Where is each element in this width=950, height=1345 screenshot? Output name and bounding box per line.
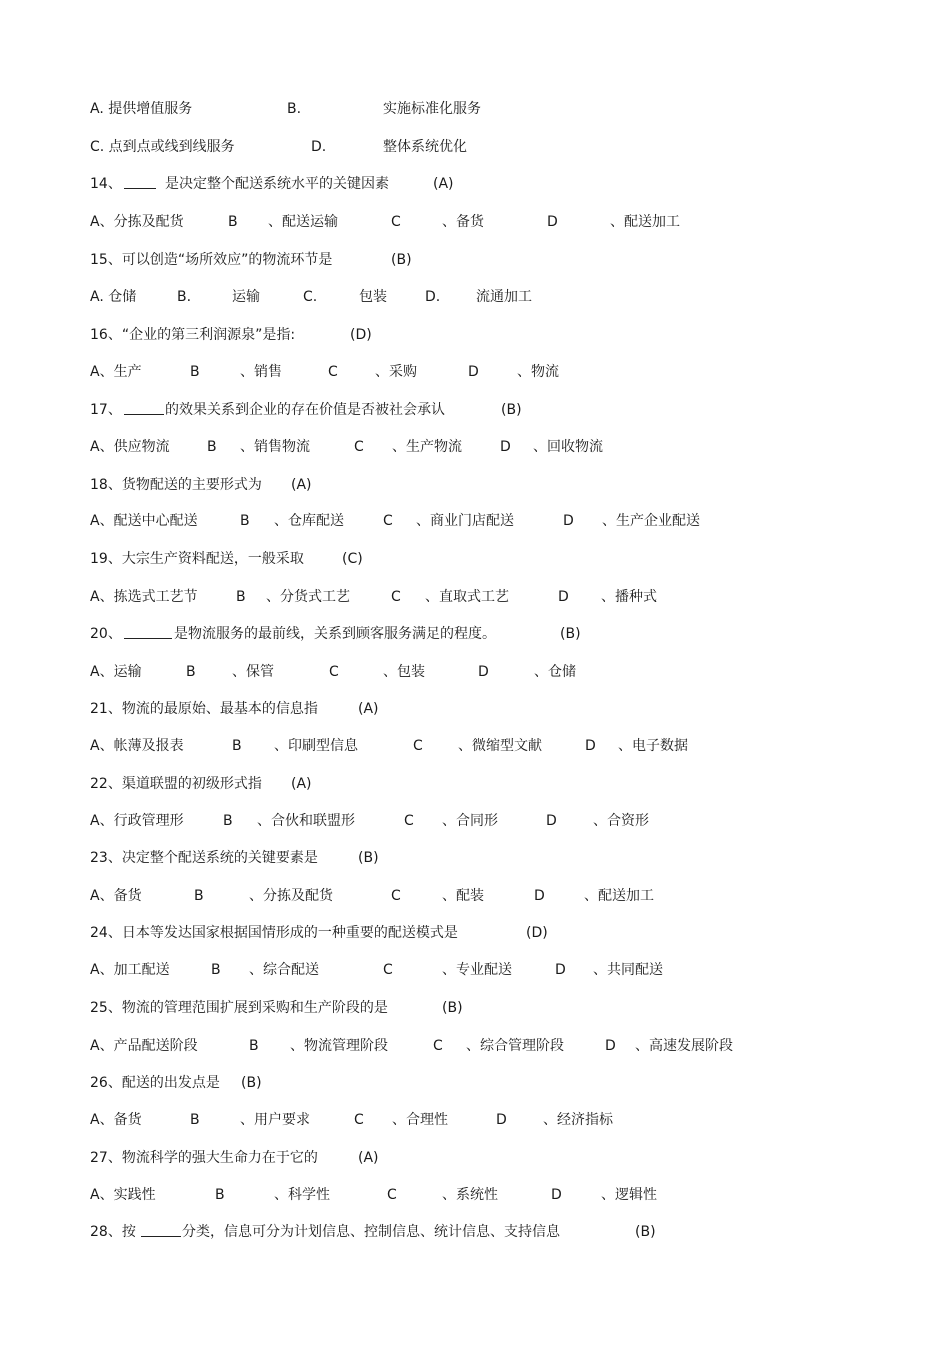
option-b-key: B xyxy=(211,962,221,978)
fill-blank xyxy=(124,400,164,415)
answer: (A) xyxy=(291,477,312,493)
option-b: 、分货式工艺 xyxy=(266,589,350,605)
option-c-key: C xyxy=(383,513,393,529)
q21-question xyxy=(0,699,950,719)
option-c-key: C xyxy=(354,439,364,455)
option-a: A、产品配送阶段 xyxy=(90,1038,198,1054)
answer: (B) xyxy=(501,402,522,418)
answer: (C) xyxy=(342,551,363,567)
question-stem: 23、决定整个配送系统的关键要素是 xyxy=(90,850,318,866)
q13-option-b-key: B. xyxy=(287,101,302,117)
question-stem: 21、物流的最原始、最基本的信息指 xyxy=(90,701,318,717)
option-c: 、备货 xyxy=(442,214,484,230)
option-d-key: D. xyxy=(425,289,441,305)
option-a: A、分拣及配货 xyxy=(90,214,184,230)
option-d-key: D xyxy=(563,513,574,529)
fill-blank xyxy=(124,624,172,639)
option-c: 、采购 xyxy=(375,364,417,380)
answer: (D) xyxy=(526,925,548,941)
question-number: 14、 xyxy=(90,176,122,192)
q13-option-d-key: D. xyxy=(311,139,327,155)
question-stem: 24、日本等发达国家根据国情形成的一种重要的配送模式是 xyxy=(90,925,458,941)
q20-options xyxy=(0,662,950,682)
option-b: 、仓库配送 xyxy=(274,513,344,529)
q19-question xyxy=(0,549,950,569)
option-b: 、配送运输 xyxy=(268,214,338,230)
option-c: 、生产物流 xyxy=(392,439,462,455)
option-a: A、生产 xyxy=(90,364,142,380)
option-d: 、合资形 xyxy=(593,813,649,829)
q15-question xyxy=(0,250,950,270)
question-stem: 25、物流的管理范围扩展到采购和生产阶段的是 xyxy=(90,1000,388,1016)
answer: (B) xyxy=(442,1000,463,1016)
option-c: 、直取式工艺 xyxy=(425,589,509,605)
option-b-key: B xyxy=(232,738,242,754)
option-b-key: B xyxy=(194,888,204,904)
question-number: 17、 xyxy=(90,402,122,418)
option-b-key: B xyxy=(186,664,196,680)
question-stem: 22、渠道联盟的初级形式指 xyxy=(90,776,262,792)
option-b: 、印刷型信息 xyxy=(274,738,358,754)
q13-options-row-2 xyxy=(0,137,950,157)
q23-question xyxy=(0,848,950,868)
q18-question xyxy=(0,475,950,495)
option-d-key: D xyxy=(558,589,569,605)
q25-options xyxy=(0,1036,950,1056)
option-d: 、经济指标 xyxy=(543,1112,613,1128)
option-b-key: B xyxy=(240,513,250,529)
option-a: A、加工配送 xyxy=(90,962,170,978)
option-a: A. 仓储 xyxy=(90,289,137,305)
option-d: 、高速发展阶段 xyxy=(635,1038,733,1054)
option-c: 、系统性 xyxy=(442,1187,498,1203)
option-b: 、销售物流 xyxy=(240,439,310,455)
option-c-key: C xyxy=(391,888,401,904)
question-stem: 19、大宗生产资料配送，一般采取 xyxy=(90,551,304,567)
option-d-key: D xyxy=(547,214,558,230)
option-b-key: B xyxy=(207,439,217,455)
q26-options xyxy=(0,1110,950,1130)
option-c-key: C xyxy=(329,664,339,680)
answer: (A) xyxy=(358,701,379,717)
q21-options xyxy=(0,736,950,756)
option-b: 、合伙和联盟形 xyxy=(257,813,355,829)
option-a: A、行政管理形 xyxy=(90,813,184,829)
option-c-key: C xyxy=(391,589,401,605)
option-d: 、回收物流 xyxy=(533,439,603,455)
option-b-key: B xyxy=(236,589,246,605)
option-b-key: B xyxy=(223,813,233,829)
option-b-key: B xyxy=(190,364,200,380)
option-c: 、专业配送 xyxy=(442,962,512,978)
option-d-key: D xyxy=(478,664,489,680)
answer: (A) xyxy=(433,176,454,192)
q13-option-c: C. 点到点或线到线服务 xyxy=(90,139,235,155)
q17-options xyxy=(0,437,950,457)
option-d-key: D xyxy=(551,1187,562,1203)
option-b-key: B. xyxy=(177,289,192,305)
option-c-key: C xyxy=(354,1112,364,1128)
option-b: 、保管 xyxy=(232,664,274,680)
q24-options xyxy=(0,960,950,980)
q24-question xyxy=(0,923,950,943)
q16-question xyxy=(0,325,950,345)
q27-question xyxy=(0,1148,950,1168)
answer: (B) xyxy=(391,252,412,268)
question-stem: 是物流服务的最前线，关系到顾客服务满足的程度。 xyxy=(174,626,496,642)
answer: (A) xyxy=(291,776,312,792)
q13-option-a: A. 提供增值服务 xyxy=(90,101,193,117)
question-stem: 15、可以创造“场所效应”的物流环节是 xyxy=(90,252,333,268)
answer: (D) xyxy=(350,327,372,343)
option-c-key: C xyxy=(328,364,338,380)
question-stem: 18、货物配送的主要形式为 xyxy=(90,477,262,493)
option-d-key: D xyxy=(546,813,557,829)
q19-options xyxy=(0,587,950,607)
q13-option-d: 整体系统优化 xyxy=(383,139,467,155)
option-d: 、配送加工 xyxy=(610,214,680,230)
option-d: 、配送加工 xyxy=(584,888,654,904)
option-d-key: D xyxy=(605,1038,616,1054)
option-b-key: B xyxy=(228,214,238,230)
option-c: 包装 xyxy=(359,289,387,305)
question-stem: 分类，信息可分为计划信息、控制信息、统计信息、支持信息 xyxy=(182,1224,560,1240)
question-prefix: 28、按 xyxy=(90,1224,136,1240)
option-c-key: C xyxy=(404,813,414,829)
question-stem: 是决定整个配送系统水平的关键因素 xyxy=(165,176,389,192)
option-d: 、播种式 xyxy=(601,589,657,605)
q14-question xyxy=(0,174,950,194)
question-stem: 27、物流科学的强大生命力在于它的 xyxy=(90,1150,318,1166)
option-b-key: B xyxy=(249,1038,259,1054)
answer: (B) xyxy=(358,850,379,866)
q20-question xyxy=(0,624,950,644)
answer: (B) xyxy=(241,1075,262,1091)
option-d: 、逻辑性 xyxy=(601,1187,657,1203)
option-d-key: D xyxy=(468,364,479,380)
q13-options-row-1 xyxy=(0,99,950,119)
option-d-key: D xyxy=(534,888,545,904)
option-c-key: C. xyxy=(303,289,318,305)
option-d: 流通加工 xyxy=(476,289,532,305)
option-d-key: D xyxy=(500,439,511,455)
q22-options xyxy=(0,811,950,831)
option-b: 、科学性 xyxy=(274,1187,330,1203)
question-stem: 16、“企业的第三利润源泉”是指: xyxy=(90,327,296,343)
q17-question xyxy=(0,400,950,420)
option-a: A、运输 xyxy=(90,664,142,680)
option-c: 、配装 xyxy=(442,888,484,904)
option-b-key: B xyxy=(215,1187,225,1203)
option-b: 、物流管理阶段 xyxy=(290,1038,388,1054)
question-stem: 26、配送的出发点是 xyxy=(90,1075,220,1091)
option-d: 、仓储 xyxy=(534,664,576,680)
q18-options xyxy=(0,511,950,531)
option-c: 、合同形 xyxy=(442,813,498,829)
option-a: A、备货 xyxy=(90,888,142,904)
option-c-key: C xyxy=(391,214,401,230)
fill-blank xyxy=(124,174,156,189)
option-b-key: B xyxy=(190,1112,200,1128)
option-b: 、综合配送 xyxy=(249,962,319,978)
q22-question xyxy=(0,774,950,794)
option-a: A、拣选式工艺节 xyxy=(90,589,198,605)
option-c-key: C xyxy=(413,738,423,754)
option-c: 、综合管理阶段 xyxy=(466,1038,564,1054)
q26-question xyxy=(0,1073,950,1093)
option-d: 、电子数据 xyxy=(618,738,688,754)
option-c-key: C xyxy=(433,1038,443,1054)
q27-options xyxy=(0,1185,950,1205)
answer: (B) xyxy=(560,626,581,642)
answer: (B) xyxy=(635,1224,656,1240)
option-a: A、配送中心配送 xyxy=(90,513,198,529)
question-number: 20、 xyxy=(90,626,122,642)
option-d: 、生产企业配送 xyxy=(602,513,700,529)
option-d: 、物流 xyxy=(517,364,559,380)
option-d-key: D xyxy=(555,962,566,978)
option-c: 、微缩型文献 xyxy=(458,738,542,754)
option-b: 、用户要求 xyxy=(240,1112,310,1128)
option-d-key: D xyxy=(585,738,596,754)
option-c: 、包装 xyxy=(383,664,425,680)
option-d: 、共同配送 xyxy=(593,962,663,978)
option-b: 、分拣及配货 xyxy=(249,888,333,904)
q23-options xyxy=(0,886,950,906)
option-a: A、实践性 xyxy=(90,1187,156,1203)
question-stem: 的效果关系到企业的存在价值是否被社会承认 xyxy=(165,402,445,418)
q15-options xyxy=(0,287,950,307)
option-a: A、供应物流 xyxy=(90,439,170,455)
option-c-key: C xyxy=(383,962,393,978)
option-c: 、合理性 xyxy=(392,1112,448,1128)
q28-question xyxy=(0,1222,950,1242)
q14-options xyxy=(0,212,950,232)
fill-blank xyxy=(141,1222,181,1237)
option-c-key: C xyxy=(387,1187,397,1203)
option-d-key: D xyxy=(496,1112,507,1128)
q25-question xyxy=(0,998,950,1018)
answer: (A) xyxy=(358,1150,379,1166)
q13-option-b: 实施标准化服务 xyxy=(383,101,481,117)
option-a: A、帐薄及报表 xyxy=(90,738,184,754)
q16-options xyxy=(0,362,950,382)
option-a: A、备货 xyxy=(90,1112,142,1128)
option-c: 、商业门店配送 xyxy=(416,513,514,529)
option-b: 运输 xyxy=(232,289,260,305)
option-b: 、销售 xyxy=(240,364,282,380)
